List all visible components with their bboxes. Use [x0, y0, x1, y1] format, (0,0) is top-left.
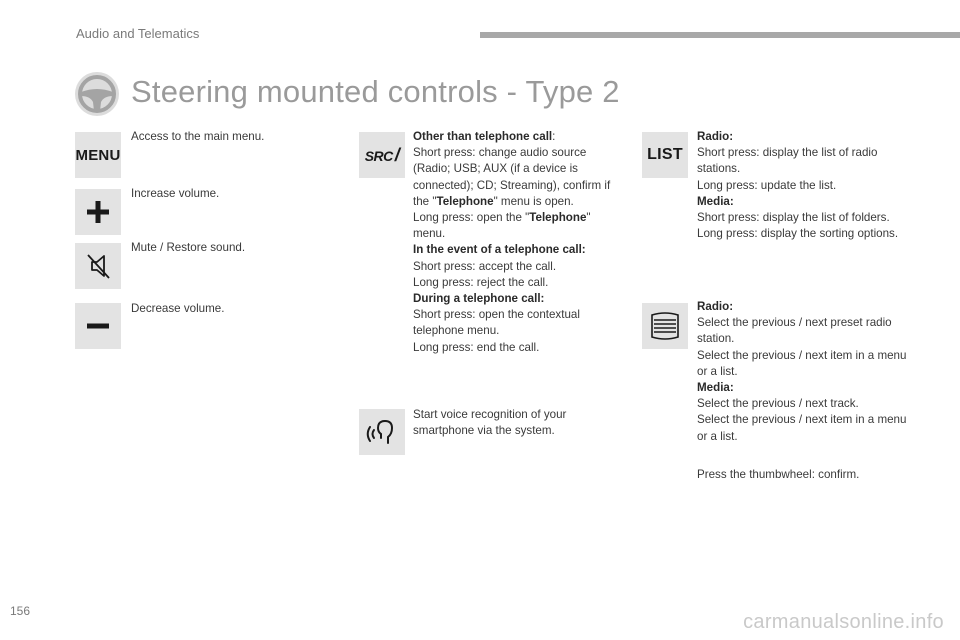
page-number: 156 — [10, 604, 31, 618]
mute-speaker-icon — [83, 251, 113, 281]
menu-desc: Access to the main menu. — [131, 130, 265, 143]
list-desc — [697, 129, 912, 242]
voice-button — [359, 409, 405, 455]
thumbwheel-button — [642, 303, 688, 349]
menu-button — [75, 132, 121, 178]
src-text-8: Long press: end the call. — [413, 340, 540, 354]
plus-icon — [85, 199, 111, 225]
thumbwheel-icon — [648, 309, 682, 343]
voice-recognition-icon — [366, 416, 398, 448]
list-heading-media: Media: — [697, 194, 734, 208]
wheel-text-2: Select the previous / next item in a menu or a list. — [697, 348, 907, 378]
list-button — [642, 132, 688, 178]
src-desc: Other than telephone call: Short press: change audio source (Radio; USB; AUX (if a device is connected); CD; Streaming), confirm if the "Telephone" menu is open. Long press: open the "Telephone" menu. In the event of a telephone call: Short press: accept the call. Long press: reject the call. During a telephone call: Short press: open the contextual telephone menu. Long press: end the call. — [413, 130, 611, 354]
watermark: carmanualsonline.info — [743, 611, 944, 633]
list-text-4: Long press: display the sorting options. — [697, 227, 899, 241]
wheel-heading-media: Media: — [697, 381, 734, 395]
wheel-heading-radio: Radio: — [697, 300, 734, 313]
page-title: Steering mounted controls - Type 2 — [131, 74, 620, 109]
list-text-2: Long press: update the list. — [697, 178, 837, 192]
volume-down-desc: Decrease volume. — [131, 302, 225, 315]
src-text-2: " menu is open. — [493, 194, 574, 208]
volume-down-button — [75, 303, 121, 349]
slash-icon: / — [394, 144, 400, 165]
steering-wheel-icon — [74, 71, 120, 117]
mute-desc: Mute / Restore sound. — [131, 241, 246, 254]
section-header: Audio and Telematics — [76, 26, 200, 41]
list-text-3: Short press: display the list of folders. — [697, 211, 890, 225]
telephone-key-2: Telephone — [529, 211, 587, 225]
volume-up-desc: Increase volume. — [131, 187, 220, 200]
wheel-text-1: Select the previous / next preset radio station. — [697, 316, 892, 346]
src-text-7: Short press: open the contextual telephone menu. — [413, 308, 580, 338]
src-text-4: " menu. — [413, 211, 591, 241]
wheel-text-3: Select the previous / next track. — [697, 397, 859, 411]
src-heading-3: During a telephone call: — [413, 292, 545, 306]
src-icon-label: SRC / — [364, 144, 400, 165]
telephone-key-1: Telephone — [436, 194, 494, 208]
list-icon-label: LIST — [647, 146, 683, 163]
list-text-1: Short press: display the list of radio stations. — [697, 146, 878, 176]
src-button — [359, 132, 405, 178]
thumbwheel-desc — [697, 299, 912, 445]
src-heading-1: Other than telephone call — [413, 130, 553, 143]
thumbwheel-confirm: Press the thumbwheel: confirm. — [697, 468, 860, 481]
minus-icon — [85, 313, 111, 339]
wheel-text-4: Select the previous / next item in a menu or a list. — [697, 413, 907, 443]
src-text-5: Short press: accept the call. — [413, 259, 557, 273]
src-text-6: Long press: reject the call. — [413, 275, 549, 289]
menu-icon-label: MENU — [75, 146, 121, 164]
list-heading-radio: Radio: — [697, 130, 734, 143]
voice-desc: Start voice recognition of your smartphone via the system. — [413, 408, 567, 438]
src-text-3: Long press: open the " — [413, 211, 530, 225]
volume-up-button — [75, 189, 121, 235]
header-bar — [480, 32, 960, 38]
src-text-1: Short press: change audio source (Radio; USB; AUX (if a device is connected); CD; Streaming), confirm if the " — [413, 146, 611, 208]
src-heading-2: In the event of a telephone call: — [413, 243, 586, 257]
mute-button — [75, 243, 121, 289]
